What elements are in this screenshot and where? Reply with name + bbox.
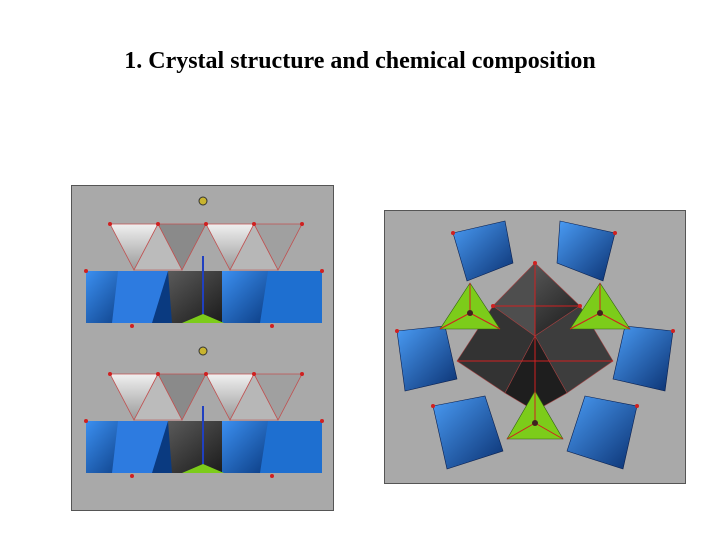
layer-repeat-upper [84,197,324,328]
page-title: 1. Crystal structure and chemical composition [124,48,596,74]
layer-repeat-lower [84,347,324,478]
crystal-side-view-figure [71,185,334,511]
crystal-top-view-figure [384,210,686,484]
